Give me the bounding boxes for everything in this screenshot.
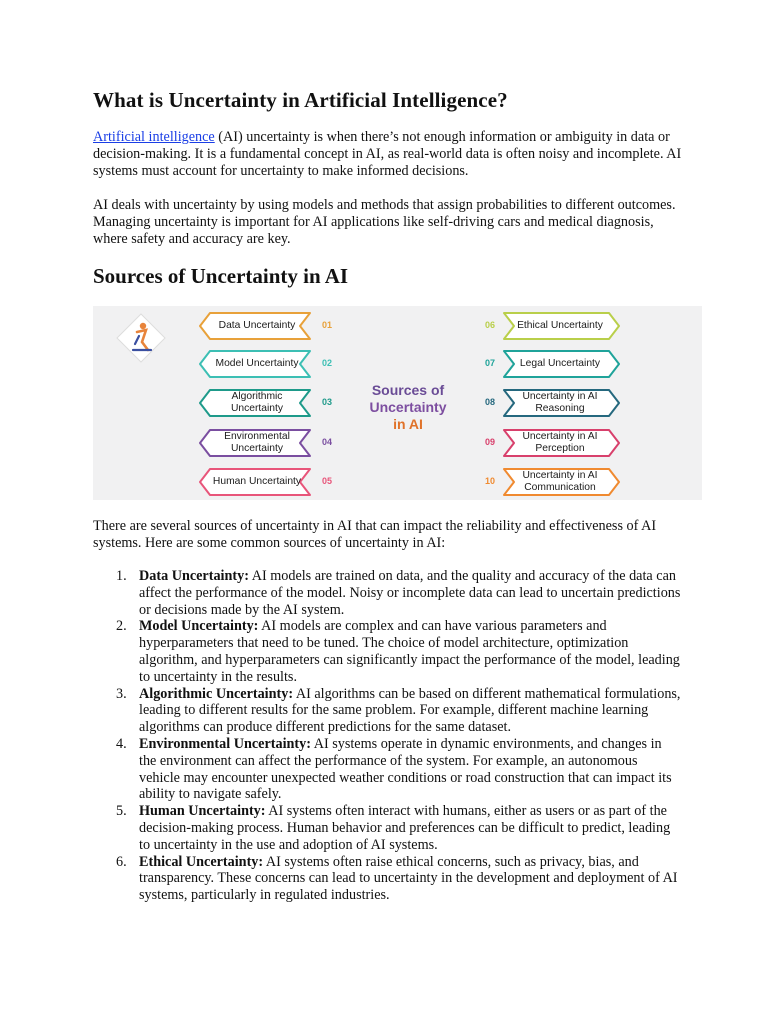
list-item-number: 6. — [116, 853, 127, 870]
list-item-body — [139, 686, 681, 736]
right-source-number: 09 — [484, 437, 495, 447]
list-item — [116, 854, 681, 904]
list-item-body — [139, 803, 681, 853]
page-title: What is Uncertainty in Artificial Intelligence? — [93, 88, 508, 112]
sources-intro-paragraph: There are several sources of uncertainty in AI that can impact the reliability and effectiveness of AI systems. Here are some common sources of uncertainty in AI: — [93, 518, 657, 551]
list-item-number: 1. — [116, 568, 127, 584]
section-title: Sources of Uncertainty in AI — [93, 264, 349, 288]
left-source-number: 02 — [321, 358, 332, 368]
right-source-number: 07 — [484, 358, 495, 368]
sources-infographic — [93, 306, 702, 500]
list-item-number: 4. — [116, 735, 127, 752]
intro-paragraph-2: AI deals with uncertainty by using models and methods that assign probabilities to different outcomes. Managing uncertainty is important for AI applications like self-driving cars and medical diagnosis, where safety and accuracy are key. — [93, 197, 676, 247]
center-line-2: Uncertainty — [369, 399, 447, 415]
list-item-term: Environmental Uncertainty: — [139, 735, 311, 752]
list-item-number: 2. — [116, 618, 127, 635]
list-item-term: Model Uncertainty: — [139, 618, 259, 635]
list-item — [116, 568, 681, 618]
list-item-body — [139, 736, 681, 803]
list-item-body — [139, 854, 681, 904]
right-source-label: Legal Uncertainty — [519, 358, 601, 369]
left-source-label: Environmental Uncertainty — [224, 431, 290, 454]
left-source-label: Model Uncertainty — [215, 358, 299, 369]
list-item-text: AI systems often interact with humans, either as users or as part of the decision-making process. Human behavior and preferences can be difficult to predict, leading to uncertainty in the use and adoption of AI systems. — [139, 803, 671, 853]
infographic-center-title — [348, 382, 468, 433]
right-source-label: Uncertainty in AI Communication — [522, 470, 598, 493]
left-source-number: 01 — [321, 320, 332, 330]
center-line-3: in AI — [393, 416, 423, 432]
list-item-body — [139, 618, 681, 685]
right-source-number: 10 — [484, 476, 495, 486]
list-item-term: Ethical Uncertainty: — [139, 853, 264, 870]
right-source-label: Uncertainty in AI Perception — [522, 431, 598, 454]
intro-paragraph-1 — [93, 129, 683, 180]
sources-list — [116, 568, 681, 904]
list-item-text: AI systems operate in dynamic environments, and changes in the environment can affect the performance of the system. For example, an autonomous vehicle may encounter unexpected weather conditions or road construction that can impact its ability to navigate safely. — [139, 735, 672, 803]
list-item — [116, 736, 681, 803]
left-source-label: Human Uncertainty — [212, 476, 302, 487]
list-item-term: Human Uncertainty: — [139, 803, 266, 820]
list-item-body — [139, 568, 681, 618]
left-source-number: 03 — [321, 397, 332, 407]
right-source-number: 06 — [484, 320, 495, 330]
list-item-text: AI systems often raise ethical concerns, such as privacy, bias, and transparency. These concerns can lead to uncertainty in the development and deployment of AI systems, particularly in regulated industries. — [139, 853, 678, 904]
list-item-number: 5. — [116, 803, 127, 820]
left-source-number: 05 — [321, 476, 332, 486]
logo-icon — [117, 314, 165, 362]
list-item — [116, 686, 681, 736]
right-source-label: Ethical Uncertainty — [517, 320, 603, 331]
list-item-text: AI algorithms can be based on different mathematical formulations, leading to different results for the same problem. For example, different machine learning algorithms can produce different predictions for the same dataset. — [139, 685, 681, 736]
list-item — [116, 618, 681, 685]
intro-paragraph-1-text: (AI) uncertainty is when there’s not enough information or ambiguity in data or decision-making. It is a fundamental concept in AI, as real-world data is often noisy and incomplete. AI systems must account for uncertainty to make informed decisions. — [93, 129, 682, 179]
center-line-1: Sources of — [371, 382, 445, 398]
left-source-label: Algorithmic Uncertainty — [230, 391, 284, 414]
list-item-text: AI models are trained on data, and the quality and accuracy of the data can affect the performance of the model. Noisy or incomplete data can lead to uncertain predictions or decisions made by the AI system. — [139, 568, 681, 618]
artificial-intelligence-link[interactable]: Artificial intelligence — [93, 129, 215, 145]
left-source-label: Data Uncertainty — [218, 320, 296, 331]
list-item-term: Algorithmic Uncertainty: — [139, 685, 294, 702]
left-source-number: 04 — [321, 437, 332, 447]
right-source-label: Uncertainty in AI Reasoning — [522, 391, 598, 414]
right-source-number: 08 — [484, 397, 495, 407]
list-item-term: Data Uncertainty: — [139, 568, 249, 584]
list-item — [116, 803, 681, 853]
list-item-number: 3. — [116, 685, 127, 702]
list-item-text: AI models are complex and can have various parameters and hyperparameters that need to be tuned. The choice of model architecture, optimization algorithm, and hyperparameters can significantly impact the performance of the model, leading to uncertainty in the results. — [139, 618, 680, 685]
